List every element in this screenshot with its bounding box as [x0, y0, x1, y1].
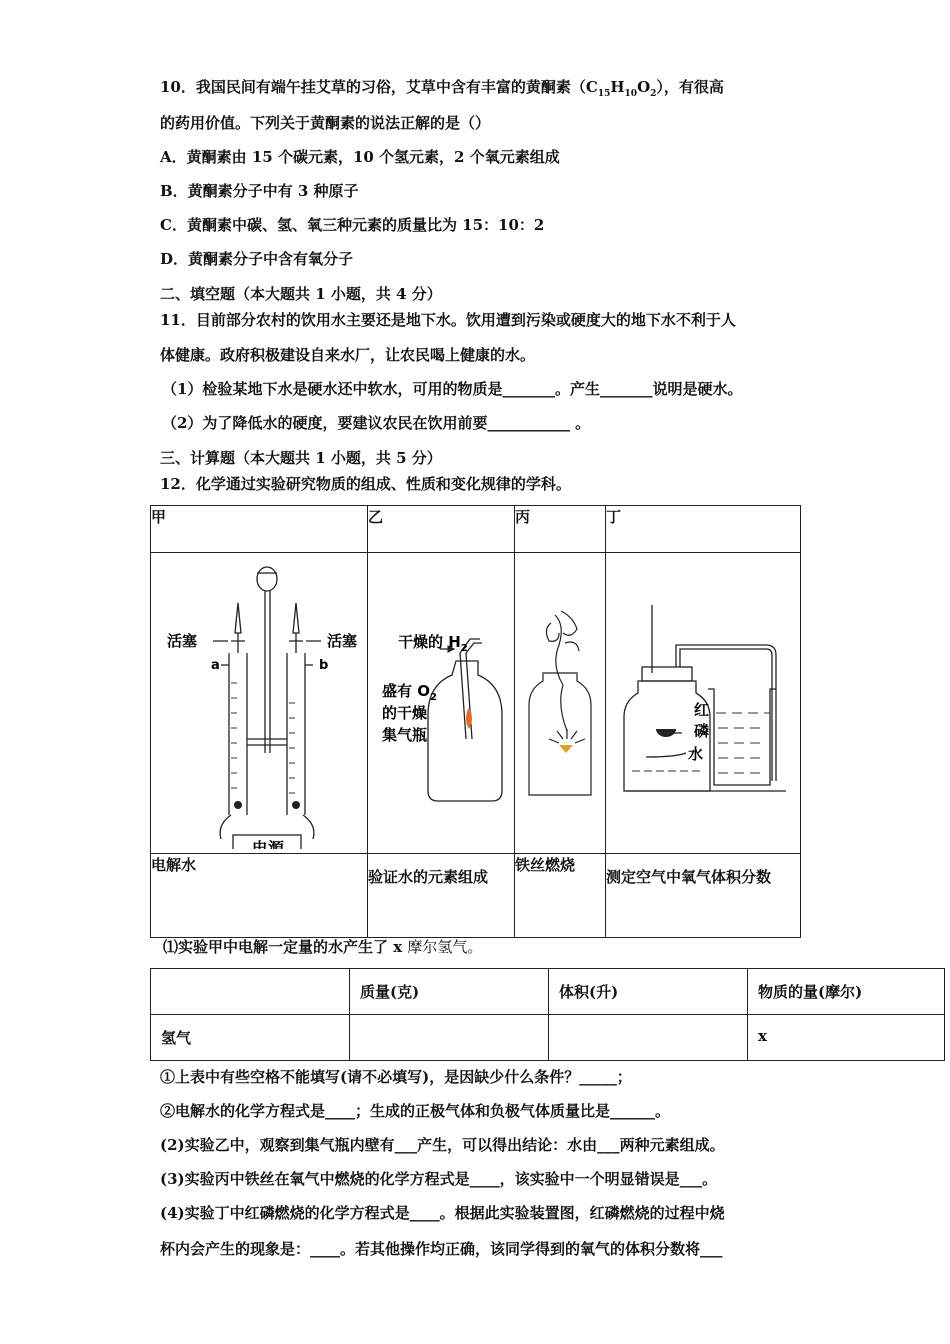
q10-line2: 的药用价值。下列关于黄酮素的说法正解的是（） [160, 114, 491, 132]
oxygen-bottle-label-1: 盛有 $O_2$ [382, 682, 437, 703]
q10-option-c: C．黄酮素中碳、氢、氧三种元素的质量比为 15：10：2 [160, 216, 545, 234]
table-header-empty [151, 969, 350, 1015]
table-header-mass: 质量(克) [350, 969, 549, 1015]
stopcock-left-label: 活塞 [167, 632, 198, 650]
q12-line-3: (2)实验乙中，观察到集气瓶内壁有___产生，可以得出结论：水由___两种元素组成。 [160, 1136, 725, 1154]
experiment-table [150, 505, 801, 938]
header-ding: 丁 [606, 506, 801, 553]
label-b: b [319, 658, 329, 673]
electrolysis-apparatus [151, 553, 367, 849]
q12-line-1: ①上表中有些空格不能填写(请不必填写)，是因缺少什么条件？_____； [160, 1068, 632, 1086]
cell-electrolysis-diagram [151, 553, 368, 854]
q10-option-a: A．黄酮素由 15 个碳元素，10 个氢元素，2 个氧元素组成 [160, 148, 560, 166]
q12-line-6: 杯内会产生的现象是：____。若其他操作均正确，该同学得到的氧气的体积分数将___ [160, 1240, 723, 1258]
caption-water-composition: 验证水的元素组成 [368, 854, 515, 938]
table-cell-moles: x [748, 1015, 945, 1061]
q12-line-5: (4)实验丁中红磷燃烧的化学方程式是____。根据此实验装置图，红磷燃烧的过程中烧 [160, 1204, 725, 1222]
q10-option-d: D．黄酮素分子中含有氧分子 [160, 250, 354, 268]
caption-iron-burning: 铁丝燃烧 [515, 854, 606, 938]
q11-line2: 体健康。政府积极建设自来水厂，让农民喝上健康的水。 [160, 346, 536, 364]
caption-oxygen-volume: 测定空气中氧气体积分数 [606, 854, 801, 938]
hydrogen-combustion-apparatus [368, 553, 514, 849]
q12-sub1: ⑴实验甲中电解一定量的水产生了 x 摩尔氢气。 [163, 938, 483, 956]
cell-iron-burning-diagram [515, 553, 606, 854]
cell-water-composition-diagram [368, 553, 515, 854]
section-2-heading: 二、填空题（本大题共 1 小题，共 4 分） [160, 285, 442, 303]
red-label: 红 [694, 701, 710, 719]
q12-line-2: ②电解水的化学方程式是____；生成的正极气体和负极气体质量比是______。 [160, 1102, 671, 1120]
phosphorus-label: 磷 [694, 722, 710, 740]
iron-wire-combustion-apparatus [515, 553, 605, 849]
header-jia: 甲 [151, 506, 368, 553]
stopcock-right-label: 活塞 [327, 632, 358, 650]
table-cell-volume [549, 1015, 748, 1061]
q11-part2: （2）为了降低水的硬度，要建议农民在饮用前要___________ 。 [162, 414, 591, 432]
q11-part1: （1）检验某地下水是硬水还中软水，可用的物质是_______。产生_______说明是硬水。 [162, 380, 743, 398]
q11-line1: 11．目前部分农村的饮用水主要还是地下水。饮用遭到污染或硬度大的地下水不利于人 [160, 311, 736, 329]
label-a: a [211, 658, 220, 673]
header-bing: 丙 [515, 506, 606, 553]
red-phosphorus-apparatus [606, 553, 800, 849]
table-header-volume: 体积(升) [549, 969, 748, 1015]
q12-intro: 12．化学通过实验研究物质的组成、性质和变化规律的学科。 [160, 475, 571, 493]
table-row-label: 氢气 [151, 1015, 350, 1061]
oxygen-bottle-label-3: 集气瓶 [382, 726, 428, 744]
table-cell-mass [350, 1015, 549, 1061]
section-3-heading: 三、计算题（本大题共 1 小题，共 5 分） [160, 449, 442, 467]
q10-line1: 10．我国民间有端午挂艾草的习俗，艾草中含有丰富的黄酮素$(C_{15}H_{10}O_2)$，有很高 [160, 78, 724, 99]
q12-line-4: (3)实验丙中铁丝在氧气中燃烧的化学方程式是____，该实验中一个明显错误是___。 [160, 1170, 718, 1188]
water-label: 水 [688, 745, 704, 763]
power-supply-label: 电源 [252, 839, 285, 849]
dry-hydrogen-label: 干燥的 $H_2$ [398, 633, 468, 654]
cell-oxygen-volume-diagram [606, 553, 801, 854]
caption-electrolysis: 电解水 [151, 854, 368, 938]
oxygen-bottle-label-2: 的干燥 [382, 704, 428, 722]
hydrogen-table [150, 968, 945, 1061]
table-header-moles: 物质的量(摩尔) [748, 969, 945, 1015]
q10-option-b: B．黄酮素分子中有 3 种原子 [160, 182, 359, 200]
header-yi: 乙 [368, 506, 515, 553]
